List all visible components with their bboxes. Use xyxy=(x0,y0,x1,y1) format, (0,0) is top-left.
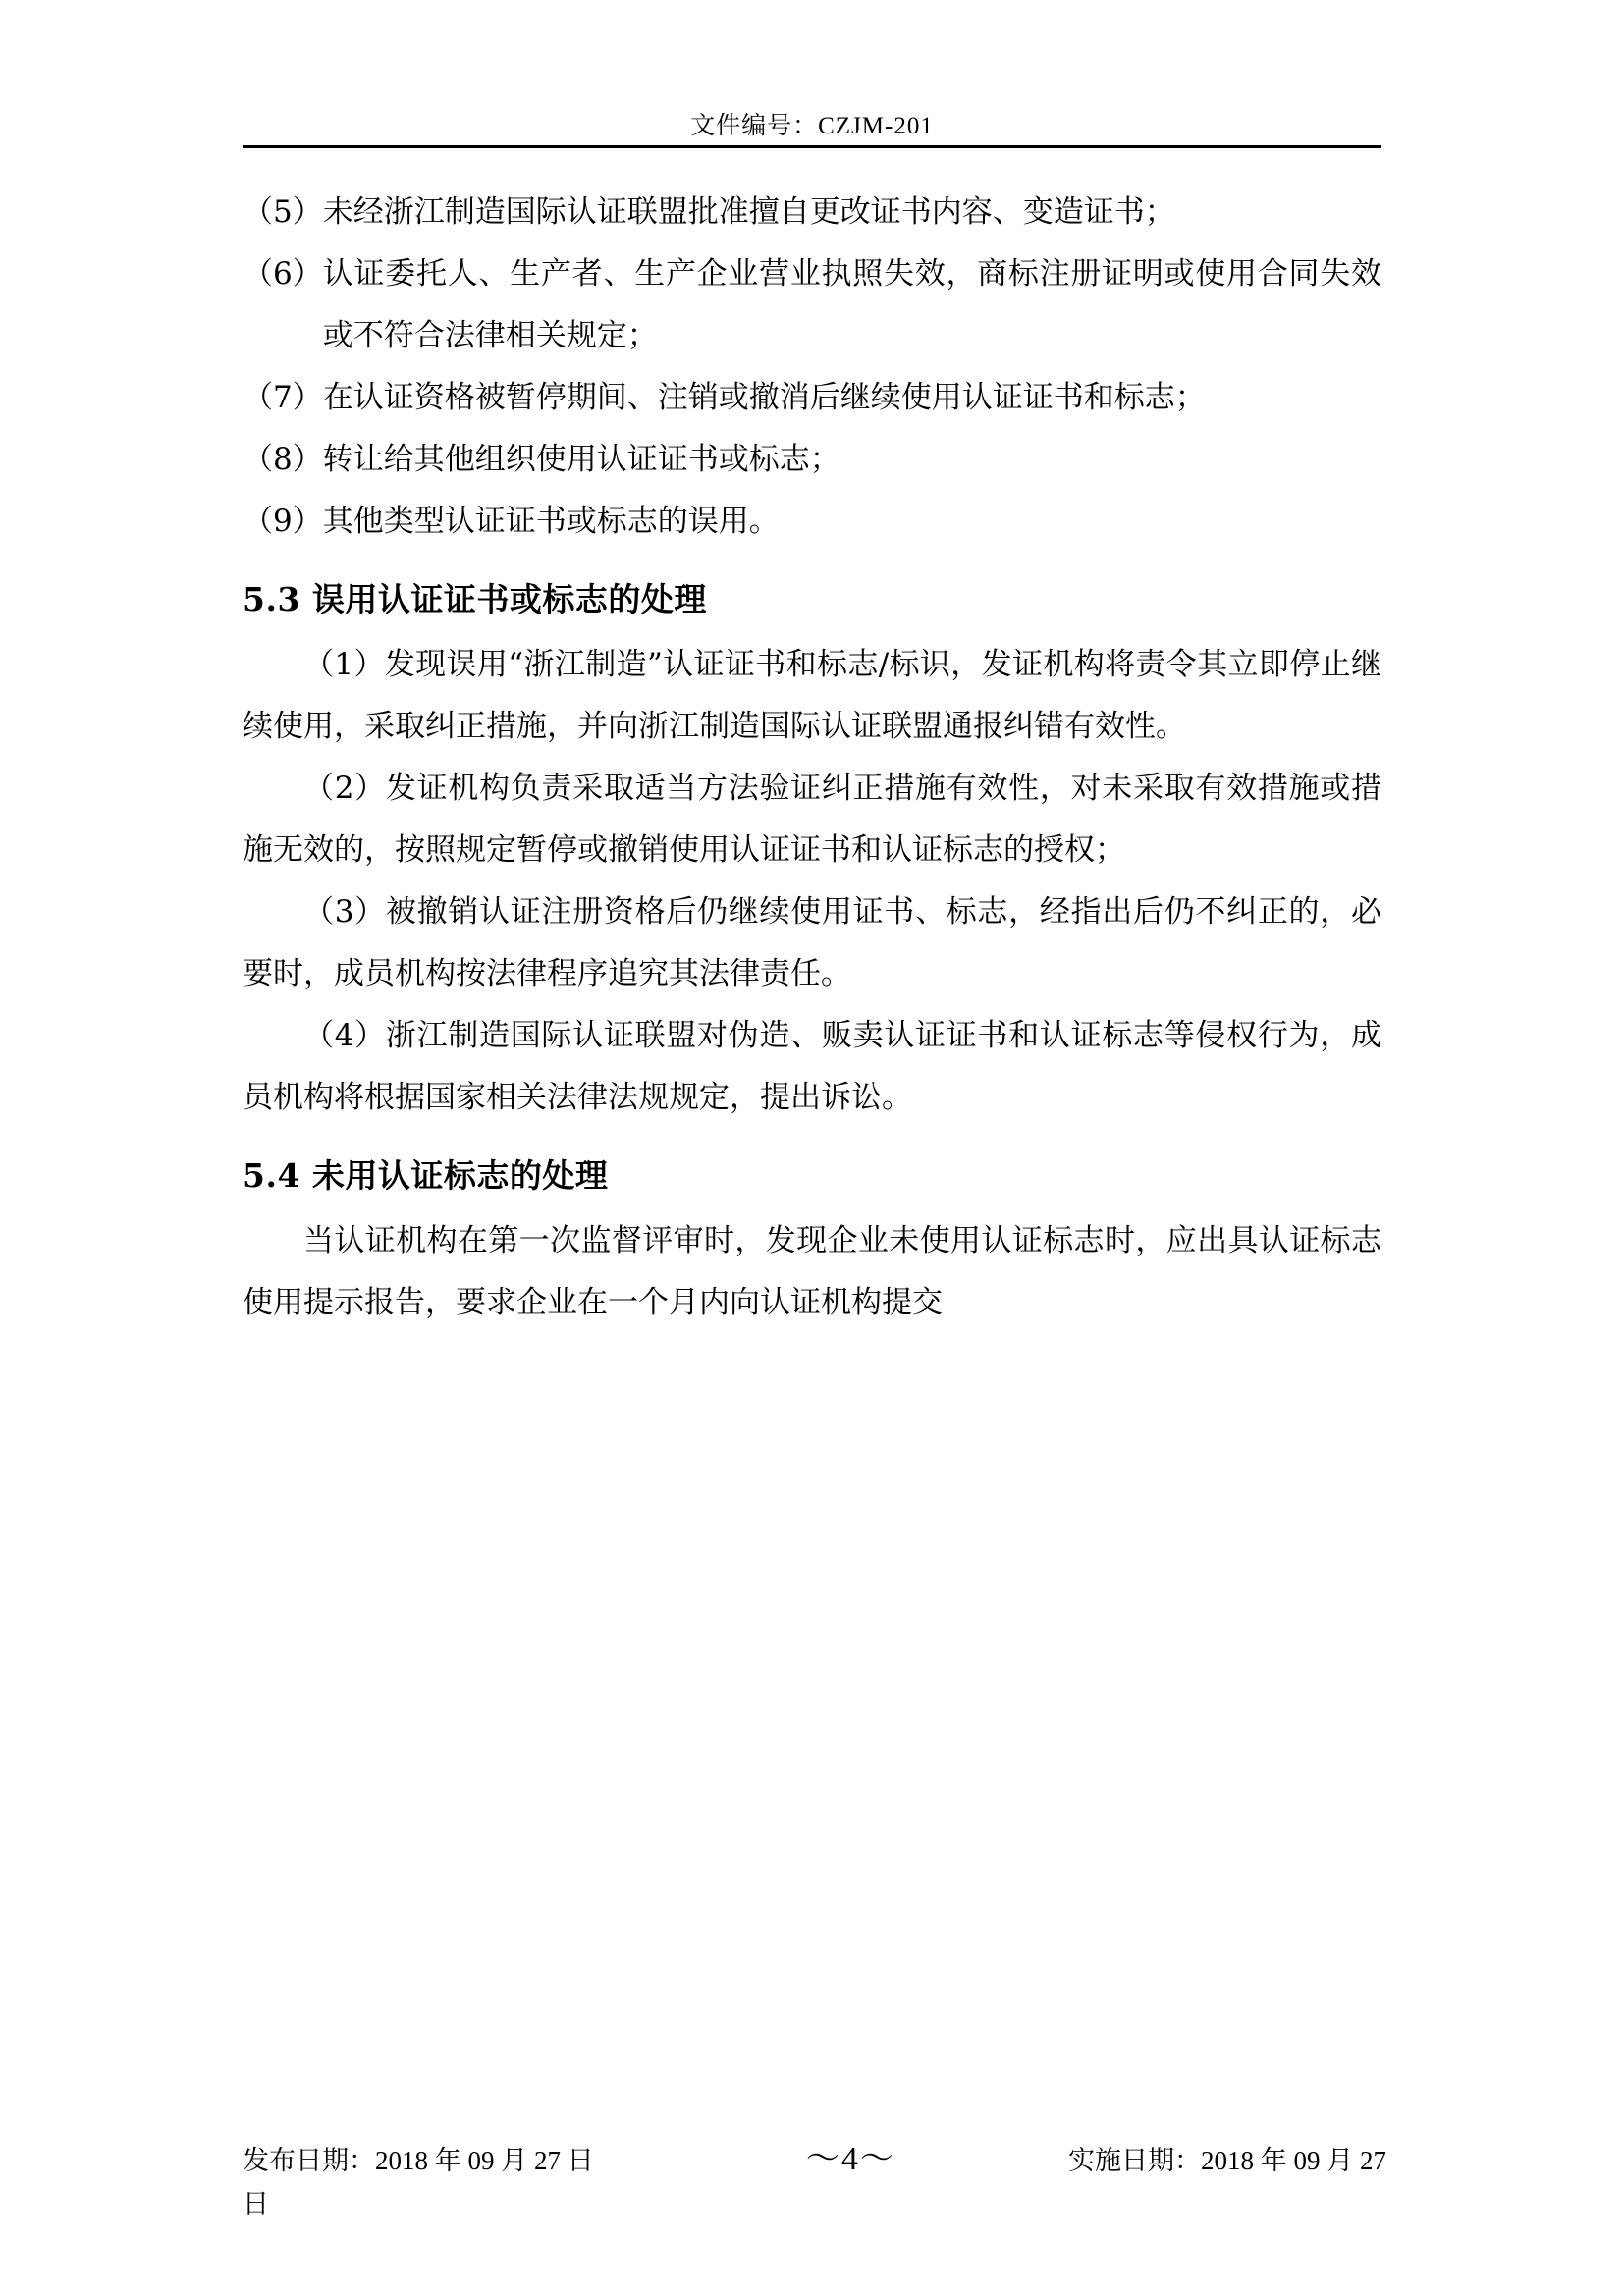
footer-page-number: ～4～ xyxy=(805,2141,895,2177)
paragraph: （2）发证机构负责采取适当方法验证纠正措施有效性，对未采取有效措施或措施无效的，按照规定暂停或撤销使用认证证书和认证标志的授权； xyxy=(243,771,1381,868)
header-divider xyxy=(243,145,1381,148)
list-item-text: 未经浙江制造国际认证联盟批准擅自更改证书内容、变造证书； xyxy=(322,194,1175,230)
list-item xyxy=(243,429,1381,491)
list-item-text: 认证委托人、生产者、生产企业营业执照失效，商标注册证明或使用合同失效或不符合法律相关规定； xyxy=(322,256,1381,353)
list-item xyxy=(243,243,1381,367)
list-item-marker: （5） xyxy=(243,194,323,230)
footer-effective-date-wrap: 日 xyxy=(243,2189,269,2218)
section-heading-5-4: 5.4 未用认证标志的处理 xyxy=(243,1156,609,1195)
list-item xyxy=(243,367,1381,429)
list-item-text: 在认证资格被暂停期间、注销或撤消后继续使用认证证书和标志； xyxy=(322,380,1206,415)
list-item-marker: （7） xyxy=(243,380,323,415)
section-heading-5-3: 5.3 误用认证证书或标志的处理 xyxy=(243,580,707,618)
page-footer xyxy=(243,2138,1386,2225)
paragraph: （4）浙江制造国际认证联盟对伪造、贩卖认证证书和认证标志等侵权行为，成员机构将根据国家相关法律法规规定，提出诉讼。 xyxy=(243,1018,1381,1115)
list-item-marker: （8） xyxy=(243,442,323,477)
footer-issue-date: 发布日期：2018 年 09 月 27 日 xyxy=(243,2146,594,2175)
page-header: 文件编号：CZJM-201 xyxy=(690,113,934,139)
paragraph: 当认证机构在第一次监督评审时，发现企业未使用认证标志时，应出具认证标志使用提示报告，要求企业在一个月内向认证机构提交 xyxy=(243,1223,1381,1320)
footer-effective-date: 实施日期：2018 年 09 月 27 xyxy=(1068,2146,1386,2175)
list-item-text: 转让给其他组织使用认证证书或标志； xyxy=(322,442,840,477)
list-item-marker: （6） xyxy=(243,256,323,292)
list-item xyxy=(243,491,1381,553)
list-item-text: 其他类型认证证书或标志的误用。 xyxy=(322,504,780,539)
list-item-marker: （9） xyxy=(243,504,323,539)
paragraph: （3）被撤销认证注册资格后仍继续使用证书、标志，经指出后仍不纠正的，必要时，成员机构按法律程序追究其法律责任。 xyxy=(243,894,1381,991)
paragraph: （1）发现误用“浙江制造”认证证书和标志/标识，发证机构将责令其立即停止继续使用，采取纠正措施，并向浙江制造国际认证联盟通报纠错有效性。 xyxy=(243,647,1381,744)
document-body xyxy=(243,182,1381,1334)
list-item xyxy=(243,182,1381,243)
